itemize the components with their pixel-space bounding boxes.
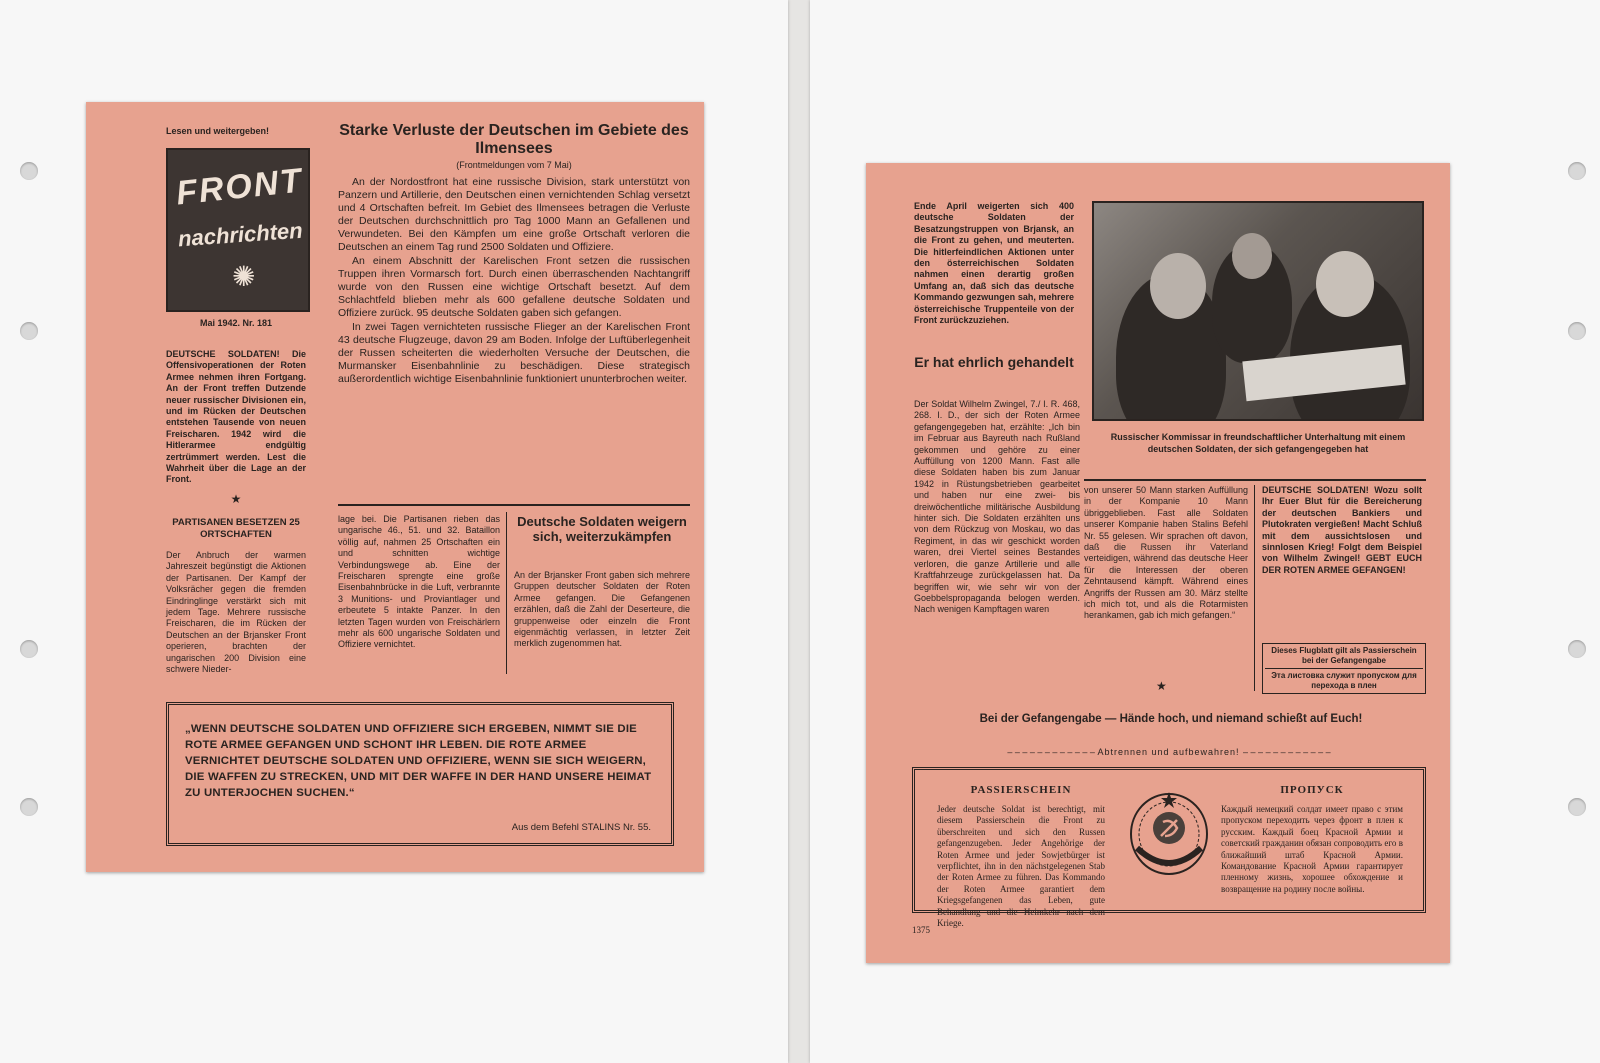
pass-text-russian: Каждый немецкий солдат имеет право с этим пропуском переходить через фронт в плен к русским. Каждый боец Красной Армии и советский гражданин обязан сопроводить его в ближайший штаб Красной Армии. Командование Красной Армии гарантирует пленному жизнь, хорошее обхождение и возвращение на родину после войны.	[1221, 804, 1403, 894]
divider	[1254, 485, 1255, 691]
cut-line-label: Abtrennen und aufbewahren!	[1097, 747, 1240, 757]
stalin-quote-box	[166, 702, 674, 846]
main-article	[338, 176, 690, 387]
main-paragraph: In zwei Tagen vernichteten russische Flieger an der Karelischen Front 43 deutsche Flugzeuge, davon 29 am Boden. Infolge der Luftüberlegenheit der Russen scheiterten die wiederholten Versuche der Deutschen, die Murmansker Eisenbahnlinie zu beschädigen. Diese strategisch außerordentlich wichtige Eisenbahnlinie funktioniert ununterbrochen weiter.	[338, 321, 690, 385]
partisan-headline: PARTISANEN BESETZEN 25 ORTSCHAFTEN	[172, 517, 300, 540]
photo-face	[1150, 253, 1206, 319]
punch-hole	[20, 162, 38, 180]
refusal-article-text: An der Brjansker Front gaben sich mehrere Gruppen deutscher Soldaten der Roten Armee gefangen. Die Gefangenen erzählen, daß die Zahl der Deserteure, die gruppenweise oder einzeln die Front eigenmächtig verlassen, in letzter Zeit merklich zugenommen hat.	[514, 570, 690, 649]
star-icon: ★	[230, 492, 242, 506]
main-paragraph: An der Nordostfront hat eine russische Division, stark unterstützt von Panzern und Artillerie, den Deutschen einen vernichtenden Schlag versetzt und 4 Ortschaften befreit. Im Gebiet des Ilmensees betragen die Verluste der Deutschen durchschnittlich pro Tag 1000 Mann an Gefallenen und Verwundeten. Bei den Kämpfen um eine große Ortschaft verloren die Deutschen an einem Tag rund 2500 Soldaten und Offiziere.	[338, 176, 690, 253]
refusal-headline: Deutsche Soldaten weigern sich, weiterzukämpfen	[517, 514, 687, 544]
issue-date: Mai 1942. Nr. 181	[199, 318, 273, 328]
pass-note-russian: Эта листовка служит пропуском для перехода в плен	[1265, 668, 1423, 691]
commissar-photo	[1092, 201, 1424, 421]
main-paragraph: An einem Abschnitt der Karelischen Front setzen die russischen Truppen ihren Vormarsch fort. Durch einen überraschenden Nachtangriff wurde von den Russen eine wichtige Ortschaft besetzt. Auf dem Schlachtfeld blieben mehr als 600 gefallene deutsche Soldaten und Offiziere zurück. 95 deutsche Soldaten gaben sich gefangen.	[338, 255, 690, 319]
pass-text-german: Jeder deutsche Soldat ist berechtigt, mit diesem Passierschein die Front zu überschreiten und sich den Russen gefangenzugeben. Jeder Angehörige der Roten Armee und jeder Sowjetbürger ist verpflichtet, ihn in den nächstgelegenen Stab der Roten Armee zu führen. Das Kommando der Roten Armee garantiert dem Kriegsgefangenen das Leben, gute Behandlung und die Heimkehr nach dem Kriege.	[937, 804, 1105, 929]
zwingel-article-continued: von unserer 50 Mann starken Auffüllung in der Kompanie 10 Mann übriggeblieben. Fast alle Soldaten unserer Kompanie haben Stalins Befehl Nr. 55 gelesen. Wir sprachen oft davon, daß die Russen ihr Vaterland verteidigen, während das deutsche Heer für die Interessen der oberen Zehntausend kämpft. Während eines Angriffs der Russen am 30. März stellte ich mich tot, und als die Rotarmisten herankamen, gab ich mich gefangen.“	[1084, 485, 1248, 621]
surrender-appeal-text: DEUTSCHE SOLDATEN! Wozu sollt Ihr Euer Blut für die Bereicherung der deutschen Bankiers und Plutokraten vergießen! Macht Schluß mit dem aussichtslosen und sinnlosen Krieg! Folgt dem Beispiel von Wilhelm Zwingel! GEBT EUCH DER ROTEN ARMEE GEFANGEN!	[1262, 485, 1422, 575]
punch-hole	[20, 640, 38, 658]
kicker: Lesen und weitergeben!	[166, 126, 270, 136]
pass-title-russian: ПРОПУСК	[1280, 784, 1344, 796]
divider	[338, 504, 690, 506]
punch-hole	[1568, 640, 1586, 658]
pass-title-german: PASSIERSCHEIN	[970, 784, 1072, 796]
divider	[1084, 479, 1426, 481]
pass-note-german: Dieses Flugblatt gilt als Passierschein bei der Gefangengabe	[1271, 646, 1417, 665]
appeal-text: DEUTSCHE SOLDATEN! Die Offensivoperationen der Roten Armee nehmen ihren Fortgang. An der Front treffen Dutzende neuer russischer Divisionen ein, und im Rücken der Deutschen entstehen Tausende von neuen Freischaren. 1942 wird die Hitlerarmee endgültig zertrümmert werden. Lest die Wahrheit über die Lage an der Front.	[166, 349, 306, 485]
page-number: 1375	[912, 925, 930, 935]
main-subheadline: (Frontmeldungen vom 7 Mai)	[456, 160, 572, 170]
photo-caption: Russischer Kommissar in freundschaftlicher Unterhaltung mit einem deutschen Soldaten, der sich gefangengegeben hat	[1110, 432, 1406, 454]
soviet-emblem-icon	[1127, 788, 1211, 878]
star-icon: ★	[1156, 679, 1167, 693]
cut-line[interactable]	[914, 747, 1424, 757]
passierschein	[912, 767, 1426, 929]
dashes: – – – – – – – – – – – –	[1007, 747, 1098, 757]
punch-hole	[1568, 322, 1586, 340]
leaflet-back-page	[866, 163, 1450, 963]
leaflet-front-page	[86, 102, 704, 872]
punch-hole	[1568, 162, 1586, 180]
surrender-slogan: Bei der Gefangengabe — Hände hoch, und niemand schießt auf Euch!	[979, 713, 1363, 725]
quote-text: „WENN DEUTSCHE SOLDATEN UND OFFIZIERE SICH ERGEBEN, NIMMT SIE DIE ROTE ARMEE GEFANGEN UND SCHONT IHR LEBEN. DIE ROTE ARMEE VERNICHTET DEUTSCHE SOLDATEN UND OFFIZIERE, WENN SIE SICH WEIGERN, DIE WAFFEN ZU STRECKEN, UND MIT DER WAFFE IN DER HAND UNSERE HEIMAT ZU UNTERJOCHEN SUCHEN.“	[185, 723, 652, 799]
partisan-article-continued: lage bei. Die Partisanen rieben das ungarische 46., 51. und 32. Bataillon völlig auf, nahmen 25 Ortschaften ein und schnitten wichtige Verbindungswege ab. Eine der Freischaren sprengte eine große Eisenbahnbrücke in die Luft, verbrannte 3 Munitions- und Proviantlager und erbeutete 5 intakte Panzer. In den letzten Tagen wurden von Freischärlern mehr als 600 ungarische Soldaten und Offiziere vernichtet.	[338, 514, 500, 650]
photo-face	[1316, 251, 1374, 317]
pass-validity-note	[1262, 643, 1426, 694]
logo-line-2: nachrichten	[177, 217, 304, 252]
punch-hole	[20, 322, 38, 340]
mutiny-report-text: Ende April weigerten sich 400 deutsche Soldaten der Besatzungstruppen von Brjansk, an die Front zu gehen, und meuterten. Die hitlerfeindlichen Aktionen unter den österreichischen Soldaten nahmen einen derartig großen Umfang an, daß sich das deutsche Kommando gezwungen sah, mehrere österreichische Truppenteile von der Front zurückzuziehen.	[914, 201, 1074, 326]
explosion-icon: ✺	[232, 261, 256, 292]
divider	[506, 512, 507, 674]
quote-source: Aus dem Befehl STALINS Nr. 55.	[511, 822, 651, 833]
front-nachrichten-logo	[166, 148, 310, 312]
photo-face	[1232, 233, 1272, 279]
logo-line-1: FRONT	[174, 161, 305, 213]
zwingel-headline: Er hat ehrlich gehandelt	[914, 354, 1074, 370]
dashes: – – – – – – – – – – – –	[1243, 747, 1331, 757]
partisan-article-text: Der Anbruch der warmen Jahreszeit begünstigt die Aktionen der Partisanen. Der Kampf der Volksrächer gegen die fremden Eindringlinge verstärkt sich mit jedem Tage. Mehrere russische Freischaren, die im Rücken der Deutschen an der Brjansker Front operieren, brachten der ungarischen 200 Division eine schwere Nieder-	[166, 550, 306, 675]
main-headline: Starke Verluste der Deutschen im Gebiete des Ilmensees	[339, 122, 689, 157]
punch-hole	[1568, 798, 1586, 816]
punch-hole	[20, 798, 38, 816]
zwingel-article-text: Der Soldat Wilhelm Zwingel, 7./ I. R. 468, 268. I. D., der sich der Roten Armee gefangengegeben hat, erzählte: „Ich bin im Februar aus Bayreuth nach Rußland gekommen und gehöre zu einer Auffüllung von 1200 Mann. Fast alle diese Soldaten haben bis zum Januar 1942 in Rüstungsbetrieben gearbeitet und haben nur eine zwei- bis dreiwöchentliche militärische Ausbildung hinter sich. Die Soldaten erzählten uns von dem Rückzug von Moskau, wo das Regiment, in das wir geschickt worden waren, drei Viertel seines Bestandes verloren, die ganze Artillerie und alle Kraftfahrzeuge zurückgelassen hat. Da begriffen wir, wie sehr wir von der Goebbelspropaganda belogen werden. Nach wenigen Kampftagen waren	[914, 399, 1080, 615]
